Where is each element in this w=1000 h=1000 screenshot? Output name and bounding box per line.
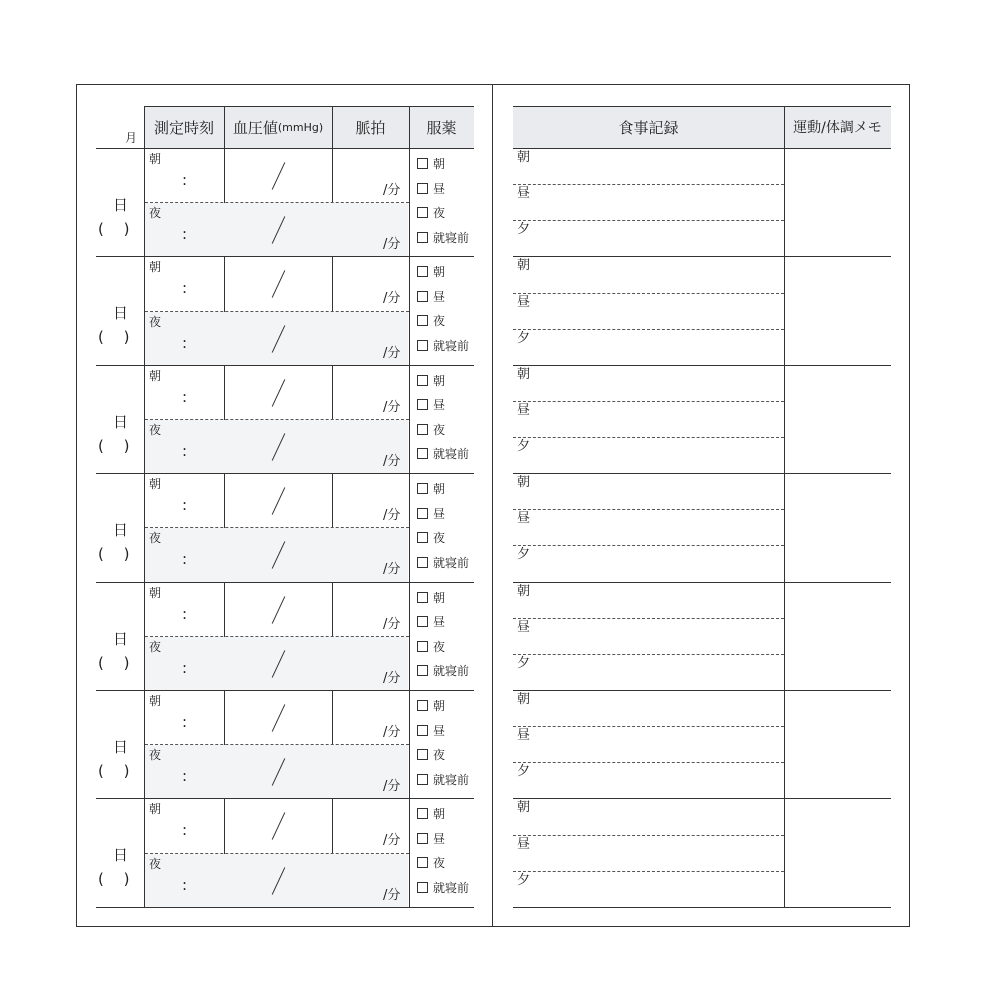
medication-option-label: 昼 [433, 615, 446, 630]
meal-divider-dashed [513, 293, 784, 294]
pulse-unit[interactable]: /分 [383, 399, 401, 415]
row-line [96, 365, 474, 366]
page-divider [492, 84, 493, 927]
medication-checkbox[interactable] [417, 641, 428, 652]
time-colon[interactable]: : [182, 225, 188, 244]
medication-option-label: 昼 [433, 398, 446, 413]
day-label: 日 [113, 738, 129, 756]
row-line [96, 798, 474, 799]
pulse-unit[interactable]: /分 [383, 508, 401, 524]
row-divider-dashed [145, 527, 409, 528]
pulse-unit[interactable]: /分 [383, 616, 401, 632]
header-memo: 運動/体調メモ [784, 106, 891, 148]
medication-option-label: 就寝前 [433, 664, 470, 679]
meal-label: 夕 [517, 439, 531, 455]
medication-checkbox[interactable] [417, 616, 428, 627]
meal-divider-dashed [513, 184, 784, 185]
medication-option-label: 夜 [433, 856, 446, 871]
weekday-label[interactable]: ( ) [98, 870, 130, 889]
weekday-label[interactable]: ( ) [98, 653, 130, 672]
night-label: 夜 [149, 639, 162, 654]
morning-label: 朝 [149, 152, 162, 166]
medication-checkbox[interactable] [417, 532, 428, 543]
row-line [96, 582, 474, 583]
row-divider-dashed [145, 744, 409, 745]
medication-option-label: 昼 [433, 289, 446, 304]
night-label: 夜 [149, 531, 162, 546]
row-line [513, 256, 891, 257]
medication-option-label: 夜 [433, 748, 446, 762]
medication-option-label: 昼 [433, 506, 446, 521]
weekday-label[interactable]: ( ) [98, 545, 130, 564]
morning-label: 朝 [149, 368, 162, 383]
medication-option-label: 夜 [433, 422, 446, 437]
day-label: 日 [113, 521, 129, 540]
medication-checkbox[interactable] [417, 700, 428, 711]
meal-label: 朝 [517, 475, 531, 491]
medication-checkbox[interactable] [417, 508, 428, 519]
medication-option-label: 夜 [433, 314, 446, 329]
meal-label: 昼 [517, 836, 531, 852]
medication-option-label: 夜 [433, 531, 446, 546]
medication-checkbox[interactable] [417, 557, 428, 568]
meal-label: 夕 [517, 222, 531, 238]
medication-checkbox[interactable] [417, 749, 428, 760]
meal-divider-dashed [513, 509, 784, 510]
column-line [409, 106, 410, 907]
meal-label: 昼 [517, 619, 531, 635]
header-bp-unit: (mmHg) [277, 120, 324, 134]
pulse-unit[interactable]: /分 [383, 670, 401, 686]
medication-checkbox[interactable] [417, 665, 428, 676]
meal-label: 朝 [517, 583, 531, 599]
pulse-unit[interactable]: /分 [383, 291, 401, 307]
meal-divider-dashed [513, 329, 784, 330]
medication-option-label: 夜 [433, 206, 446, 220]
day-label: 日 [113, 846, 129, 865]
column-line [784, 106, 785, 907]
row-divider-dashed [145, 419, 409, 420]
medication-checkbox[interactable] [417, 882, 428, 893]
medication-option-label: 就寝前 [433, 772, 470, 787]
medication-checkbox[interactable] [417, 232, 428, 243]
day-label: 日 [113, 629, 129, 648]
time-colon[interactable]: : [182, 442, 188, 460]
meal-label: 昼 [517, 186, 531, 202]
time-colon[interactable]: : [182, 875, 188, 894]
row-line [513, 690, 891, 691]
row-line [96, 256, 474, 257]
meal-divider-dashed [513, 726, 784, 727]
medication-checkbox[interactable] [417, 340, 428, 351]
medication-checkbox[interactable] [417, 399, 428, 410]
row-line [96, 690, 474, 691]
medication-checkbox[interactable] [417, 857, 428, 868]
medication-option-label: 昼 [433, 181, 446, 196]
pulse-unit[interactable]: /分 [383, 345, 401, 361]
medication-checkbox[interactable] [417, 833, 428, 844]
night-label: 夜 [149, 314, 162, 329]
weekday-label[interactable]: ( ) [98, 762, 130, 780]
medication-option-label: 就寝前 [433, 230, 470, 245]
medication-checkbox[interactable] [417, 448, 428, 459]
pulse-unit[interactable]: /分 [383, 237, 401, 253]
morning-label: 朝 [149, 802, 162, 817]
medication-option-label: 就寝前 [433, 338, 470, 353]
medication-option-label: 就寝前 [433, 555, 470, 570]
time-colon[interactable]: : [182, 658, 188, 677]
meal-divider-dashed [513, 401, 784, 402]
row-divider-dashed [145, 202, 409, 203]
time-colon[interactable]: : [182, 279, 188, 298]
meal-divider-dashed [513, 437, 784, 438]
meal-divider-dashed [513, 220, 784, 221]
time-colon[interactable]: : [182, 171, 188, 189]
meal-divider-dashed [513, 618, 784, 619]
meal-label: 夕 [517, 764, 531, 780]
meal-label: 夕 [517, 655, 531, 671]
medication-option-label: 朝 [433, 265, 446, 280]
time-colon[interactable]: : [182, 387, 188, 406]
row-divider-dashed [145, 853, 409, 854]
day-label: 日 [113, 196, 129, 214]
medication-checkbox[interactable] [417, 592, 428, 603]
pulse-unit[interactable]: /分 [383, 887, 401, 903]
meal-label: 昼 [517, 402, 531, 418]
medication-option-label: 朝 [433, 373, 446, 388]
medication-option-label: 昼 [433, 723, 446, 738]
medication-option-label: 朝 [433, 807, 446, 822]
header-bp-label: 血圧値 [232, 118, 278, 137]
meal-divider-dashed [513, 654, 784, 655]
time-colon[interactable]: : [182, 604, 188, 623]
row-line [513, 365, 891, 366]
medication-checkbox[interactable] [417, 725, 428, 736]
meal-label: 朝 [517, 258, 531, 274]
meal-label: 朝 [517, 366, 531, 382]
medication-option-label: 昼 [433, 831, 446, 846]
header-meal: 食事記録 [513, 106, 784, 148]
medication-checkbox[interactable] [417, 207, 428, 218]
time-colon[interactable]: : [182, 821, 188, 840]
morning-label: 朝 [149, 477, 162, 492]
medication-checkbox[interactable] [417, 158, 428, 169]
meal-label: 昼 [517, 728, 531, 744]
medication-option-label: 朝 [433, 590, 446, 605]
month-label: 月 [125, 131, 138, 145]
medication-checkbox[interactable] [417, 291, 428, 302]
night-label: 夜 [149, 206, 162, 221]
time-colon[interactable]: : [182, 496, 188, 515]
medication-checkbox[interactable] [417, 808, 428, 819]
meal-label: 夕 [517, 872, 531, 888]
meal-label: 夕 [517, 330, 531, 346]
medication-checkbox[interactable] [417, 483, 428, 494]
medication-option-label: 朝 [433, 699, 446, 713]
row-line [513, 582, 891, 583]
morning-label: 朝 [149, 585, 162, 600]
time-colon[interactable]: : [182, 713, 188, 731]
medication-checkbox[interactable] [417, 424, 428, 435]
medication-checkbox[interactable] [417, 183, 428, 194]
header-medicine: 服薬 [409, 106, 474, 148]
row-line [96, 473, 474, 474]
time-colon[interactable]: : [182, 550, 188, 569]
medication-checkbox[interactable] [417, 315, 428, 326]
medication-checkbox[interactable] [417, 375, 428, 386]
night-label: 夜 [149, 856, 162, 871]
medication-option-label: 夜 [433, 639, 446, 654]
pulse-unit[interactable]: /分 [383, 183, 401, 198]
row-line [513, 798, 891, 799]
morning-label: 朝 [149, 260, 162, 275]
header-bp [224, 106, 332, 148]
medication-option-label: 就寝前 [433, 880, 470, 895]
row-line [96, 907, 474, 908]
time-colon[interactable]: : [182, 333, 188, 352]
medication-option-label: 就寝前 [433, 447, 470, 462]
pulse-unit[interactable]: /分 [383, 725, 401, 740]
night-label: 夜 [149, 423, 162, 437]
row-divider-dashed [145, 636, 409, 637]
night-label: 夜 [149, 748, 162, 763]
medication-checkbox[interactable] [417, 774, 428, 785]
meal-label: 昼 [517, 294, 531, 310]
meal-divider-dashed [513, 762, 784, 763]
pulse-unit[interactable]: /分 [383, 454, 401, 469]
meal-label: 朝 [517, 800, 531, 816]
meal-divider-dashed [513, 871, 784, 872]
row-line [513, 148, 891, 149]
row-divider-dashed [145, 311, 409, 312]
row-line [96, 148, 474, 149]
header-pulse: 脈拍 [332, 106, 409, 148]
header-time: 測定時刻 [144, 106, 224, 148]
medication-checkbox[interactable] [417, 266, 428, 277]
meal-label: 昼 [517, 511, 531, 527]
time-colon[interactable]: : [182, 767, 188, 786]
meal-divider-dashed [513, 545, 784, 546]
meal-label: 夕 [517, 547, 531, 563]
medication-option-label: 朝 [433, 482, 446, 497]
weekday-label[interactable]: ( ) [98, 220, 130, 238]
morning-label: 朝 [149, 694, 162, 708]
day-label: 日 [113, 304, 129, 323]
meal-divider-dashed [513, 835, 784, 836]
pulse-unit[interactable]: /分 [383, 779, 401, 795]
pulse-unit[interactable]: /分 [383, 562, 401, 578]
row-line [513, 473, 891, 474]
day-label: 日 [113, 412, 129, 431]
weekday-label[interactable]: ( ) [98, 436, 130, 455]
pulse-unit[interactable]: /分 [383, 833, 401, 849]
medication-option-label: 朝 [433, 157, 446, 171]
meal-label: 朝 [517, 150, 531, 165]
weekday-label[interactable]: ( ) [98, 328, 130, 347]
meal-label: 朝 [517, 692, 531, 707]
row-line [513, 907, 891, 908]
